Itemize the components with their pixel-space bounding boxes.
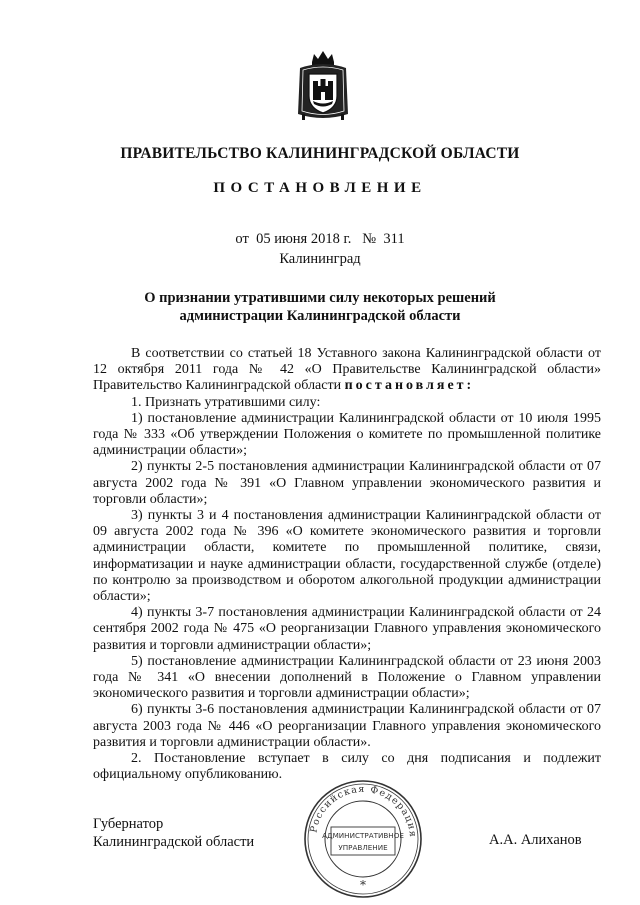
- official-seal-stamp: [301, 777, 425, 901]
- seal-ring-text: Российская Федерация: [308, 783, 419, 839]
- body-paragraph: 4) пункты 3-7 постановления администрации Калининградской области от 24 сентября 2002 года № 475 «О реорганизации Главного управления экономического развития и торговли администрации области»;: [93, 605, 601, 653]
- intro-text: В соответствии со статьей 18 Уставного закона Калининградской области от 12 октября 2011 года № 42 «О Правительстве Калининградской области» Правительство Калининградской области: [93, 346, 601, 394]
- organization-title: ПРАВИТЕЛЬСТВО КАЛИНИНГРАДСКОЙ ОБЛАСТИ: [120, 145, 520, 162]
- seal-center-line1: АДМИНИСТРАТИВНОЕ: [322, 831, 404, 840]
- body-paragraph: 3) пункты 3 и 4 постановления администрации Калининградской области от 09 августа 2002 года № 396 «О комитете экономического развития и торговли администрации области, комитете по промышленной политике, связи, информатизации и науке администрации области, государственной службе (отделе) по контролю за производством и оборотом алкогольной продукции администрации области»;: [93, 508, 601, 605]
- signatory-position-line1: Губернатор: [93, 816, 164, 832]
- document-city: Калининград: [279, 251, 361, 267]
- intro-paragraph: [93, 346, 601, 395]
- body-paragraph: 2. Постановление вступает в силу со дня подписания и подлежит официальному опубликованию.: [93, 751, 601, 783]
- coat-of-arms-emblem: [294, 48, 352, 122]
- seal-star: *: [360, 878, 366, 892]
- number-prefix: №: [362, 231, 377, 247]
- signatory-name: А.А. Алиханов: [489, 832, 582, 848]
- document-number: 311: [383, 231, 405, 247]
- document-type: ПОСТАНОВЛЕНИЕ: [213, 180, 427, 196]
- decrees-word: постановляет:: [344, 378, 475, 394]
- document-body: [93, 346, 601, 783]
- body-paragraph: 2) пункты 2-5 постановления администрации Калининградской области от 07 августа 2002 года № 391 «О Главном управлении экономического развития и торговли области»;: [93, 459, 601, 507]
- body-paragraph: 1) постановление администрации Калининградской области от 10 июля 1995 года № 333 «Об утверждении Положения о комитете по промышленной политике администрации области»;: [93, 410, 601, 459]
- body-paragraph: 5) постановление администрации Калининградской области от 23 июня 2003 года № 341 «О внесении дополнений в Положение о Главном управлении экономического развития и торговли администрации области»;: [93, 653, 601, 702]
- body-paragraph: 1. Признать утратившими силу:: [131, 394, 321, 410]
- seal-center-line2: УПРАВЛЕНИЕ: [338, 843, 388, 852]
- document-subject: О признании утратившими силу некоторых решений администрации Калининградской области: [144, 290, 496, 324]
- body-paragraph: 6) пункты 3-6 постановления администрации Калининградской области от 07 августа 2003 года № 446 «О реорганизации Главного управления экономического развития и торговли администрации области».: [93, 702, 601, 750]
- document-date: 05 июня 2018 г.: [256, 231, 352, 247]
- signatory-position: [93, 815, 254, 851]
- date-prefix: от: [235, 231, 249, 247]
- signatory-position-line2: Калининградской области: [93, 834, 255, 850]
- date-number-line: [0, 231, 640, 248]
